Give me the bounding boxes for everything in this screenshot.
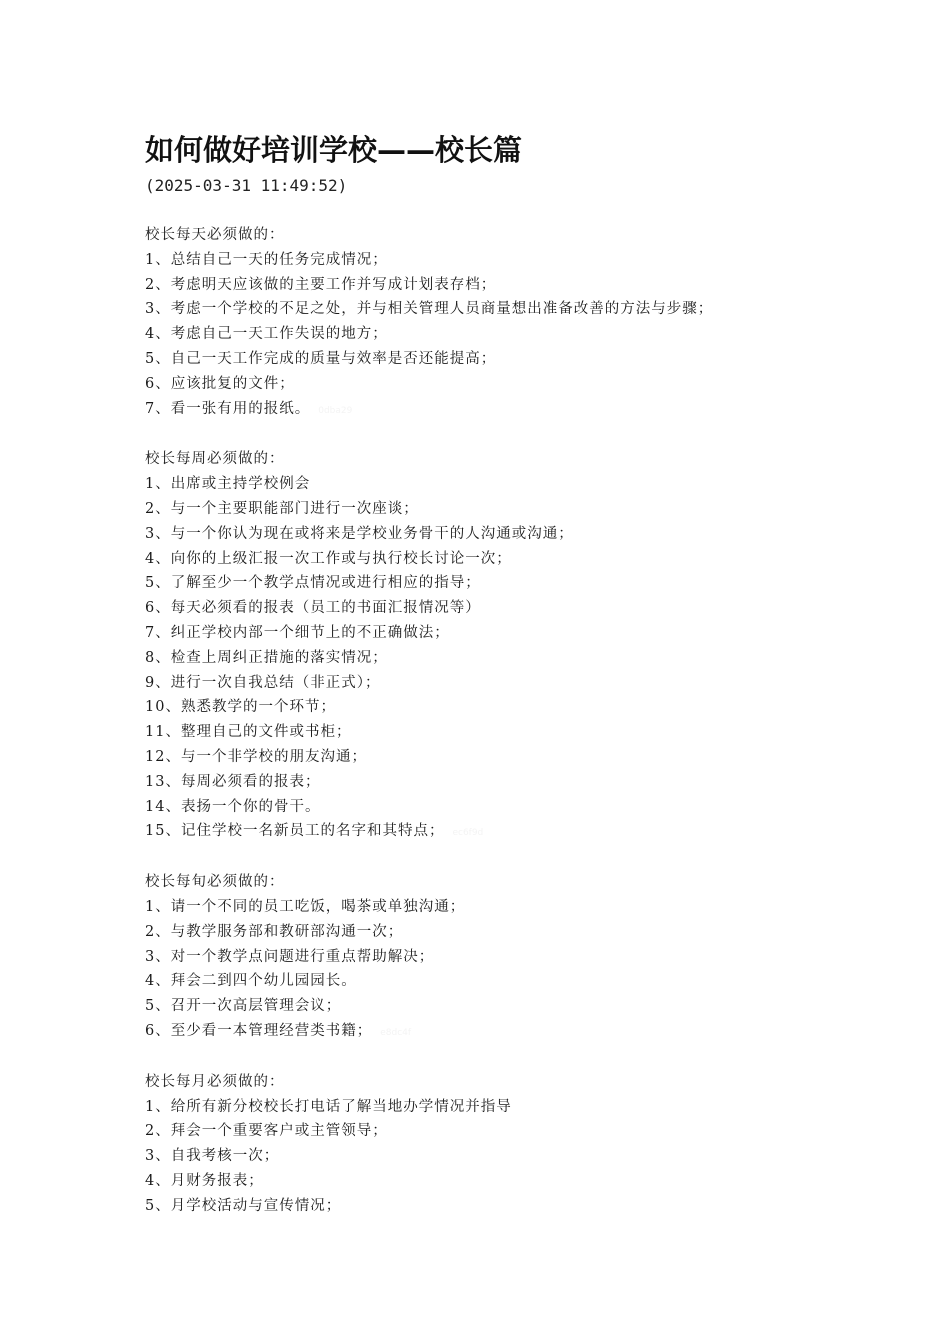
- list-item: 5、召开一次高层管理会议；: [145, 998, 342, 1015]
- section-heading: 校长每天必须做的：: [145, 227, 285, 243]
- section-daily: [145, 223, 905, 421]
- list-item-text: 7、看一张有用的报纸。: [145, 400, 311, 417]
- list-item: 1、出席或主持学校例会: [145, 476, 311, 493]
- list-item: [145, 397, 905, 422]
- list-item: [145, 1019, 905, 1044]
- list-item: 6、应该批复的文件；: [145, 375, 295, 392]
- list-item-text: 6、至少看一本管理经营类书籍；: [145, 1022, 373, 1039]
- list-item: 3、与一个你认为现在或将来是学校业务骨干的人沟通或沟通；: [145, 525, 574, 542]
- list-item: 4、向你的上级汇报一次工作或与执行校长讨论一次；: [145, 550, 512, 567]
- list-item: 13、每周必须看的报表；: [145, 773, 321, 790]
- section-heading: 校长每旬必须做的：: [145, 874, 285, 891]
- section-ten-day: [145, 870, 905, 1044]
- list-item: 3、考虑一个学校的不足之处，并与相关管理人员商量想出准备改善的方法与步骤；: [145, 301, 714, 318]
- list-item: 4、月财务报表；: [145, 1172, 264, 1189]
- section-monthly: [145, 1070, 905, 1219]
- list-item: 2、拜会一个重要客户或主管领导；: [145, 1123, 388, 1140]
- list-item: [145, 819, 905, 844]
- list-item: 2、与一个主要职能部门进行一次座谈；: [145, 500, 419, 517]
- watermark-text: 0dba29: [318, 405, 353, 416]
- list-item: 9、进行一次自我总结（非正式）；: [145, 674, 381, 691]
- list-item-text: 15、记住学校一名新员工的名字和其特点；: [145, 823, 445, 840]
- list-item: 4、拜会二到四个幼儿园园长。: [145, 973, 357, 990]
- list-item: 5、月学校活动与宣传情况；: [145, 1197, 342, 1214]
- list-item: 1、请一个不同的员工吃饭，喝茶或单独沟通；: [145, 898, 466, 915]
- list-item: 5、了解至少一个教学点情况或进行相应的指导；: [145, 575, 481, 592]
- watermark-text: e8dc4f: [380, 1027, 412, 1038]
- watermark-text: ec6f9d: [452, 828, 484, 839]
- list-item: 4、考虑自己一天工作失误的地方；: [145, 326, 388, 343]
- list-item: 7、纠正学校内部一个细节上的不正确做法；: [145, 624, 450, 641]
- publish-timestamp: (2025-03-31 11:49:52): [145, 176, 348, 195]
- document-page: [145, 128, 905, 1218]
- list-item: 1、总结自己一天的任务完成情况；: [145, 251, 388, 268]
- list-item: 11、整理自己的文件或书柜；: [145, 724, 352, 741]
- section-heading: 校长每周必须做的：: [145, 451, 285, 468]
- list-item: 3、自我考核一次；: [145, 1148, 280, 1165]
- list-item: 8、检查上周纠正措施的落实情况；: [145, 649, 388, 666]
- list-item: 1、给所有新分校校长打电话了解当地办学情况并指导: [145, 1098, 512, 1115]
- section-heading: 校长每月必须做的：: [145, 1073, 285, 1090]
- list-item: 5、自己一天工作完成的质量与效率是否还能提高；: [145, 350, 497, 367]
- list-item: 3、对一个教学点问题进行重点帮助解决；: [145, 948, 435, 965]
- list-item: 2、与教学服务部和教研部沟通一次；: [145, 923, 404, 940]
- list-item: 10、熟悉教学的一个环节；: [145, 699, 336, 716]
- list-item: 14、表扬一个你的骨干。: [145, 798, 321, 815]
- list-item: 2、考虑明天应该做的主要工作并写成计划表存档；: [145, 276, 497, 293]
- section-weekly: [145, 447, 905, 844]
- page-title: 如何做好培训学校——校长篇: [145, 133, 523, 167]
- list-item: 12、与一个非学校的朋友沟通；: [145, 748, 367, 765]
- list-item: 6、每天必须看的报表（员工的书面汇报情况等）: [145, 600, 481, 617]
